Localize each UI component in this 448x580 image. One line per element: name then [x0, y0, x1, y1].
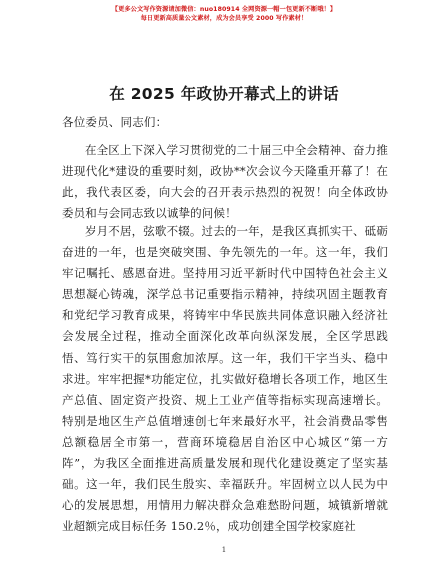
paragraph-review: 岁月不居，弦歌不辍。过去的一年，是我区真抓实干、砥砺奋进的一年，也是突破突围、争先领先的一年。这一年，我们牢记嘱托、感恩奋进。坚持用习近平新时代中国特色社会主义思想凝心铸魂，深学总书记重要指示精神，持续巩固主题教育和党纪学习教育成果，将铸牢中华民族共同体意识融入经济社会发展全过程，推动全面深化改革向纵深发展，全区学思践悟、笃行实干的氛围愈加浓厚。这一年，我们干字当头、稳中求进。牢牢把握*功能定位，扎实做好稳增长各项工作，地区生产总值、固定资产投资、规上工业产值等指标实现高速增长。特别是地区生产总值增速创七年来最好水平，社会消费品零售总额稳居全市第一，营商环境稳居自治区中心城区“第一方阵”，为我区全面推进高质量发展和现代化建设奠定了坚实基础。这一年，我们民生殷实、幸福跃升。牢固树立以人民为中心的发展思想，用情用力解决群众急难愁盼问题，城镇新增就业超额完成目标任务 150.2％，成功创建全国学校家庭社: [62, 224, 388, 534]
paragraph-opening: 在全区上下深入学习贯彻党的二十届三中全会精神、奋力推进现代化*建设的重要时刻，政协**次会议今天隆重开幕了！在此，我代表区委，向大会的召开表示热烈的祝贺！向全体政协委员和与会同志致以诚挚的问候！: [62, 143, 388, 221]
page-number: 1: [221, 546, 227, 554]
promo-header-line-2: 每日更新高质量公文素材，成为会员享受 2000 写作素材！: [140, 15, 308, 22]
promo-header: [40, 5, 408, 23]
promo-header-line-1: 【更多公文写作资源请加微信：nuo180914 全网资源一帽一包更新不断哦！】: [111, 6, 337, 13]
salutation: 各位委员、同志们：: [62, 115, 168, 129]
document-title: 在 2025 年政协开幕式上的讲话: [109, 85, 339, 103]
